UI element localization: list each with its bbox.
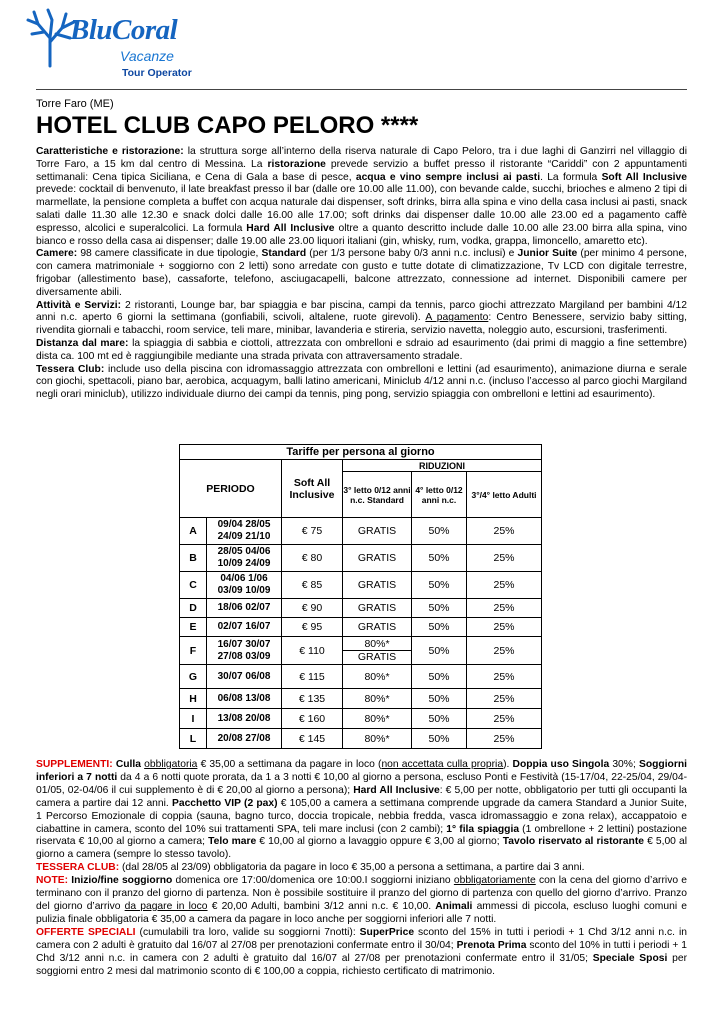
supplementi-heading: SUPPLEMENTI: <box>36 759 113 770</box>
cell-text: 80%* <box>364 692 390 705</box>
cell-text: 10/09 24/09 <box>217 558 271 569</box>
section-heading: Caratteristiche e ristorazione: <box>36 146 184 157</box>
reduction-4-letto: 50% <box>412 729 467 749</box>
cell-text: 09/04 28/05 <box>217 519 271 530</box>
reduction-adulti: 25% <box>467 545 542 572</box>
table-row <box>180 637 542 665</box>
cell-text: 24/09 21/10 <box>217 531 271 542</box>
table-row <box>180 618 542 637</box>
reduction-adulti: 25% <box>467 618 542 637</box>
period-dates <box>207 599 282 618</box>
period-dates <box>207 729 282 749</box>
period-dates <box>207 545 282 572</box>
cell-text: 03/09 10/09 <box>217 585 271 596</box>
table-row <box>180 518 542 545</box>
col-periodo: PERIODO <box>180 460 282 518</box>
cell-text: 16/07 30/07 <box>217 638 271 650</box>
cell-text: 30/07 06/08 <box>217 670 271 682</box>
reduction-3-letto <box>343 689 412 709</box>
cell-text: 13/08 20/08 <box>217 712 271 724</box>
cell-text: 18/06 02/07 <box>217 602 271 613</box>
col-3-letto-standard: 3° letto 0/12 anni n.c. Standard <box>343 472 412 518</box>
period-code: B <box>180 545 207 572</box>
col-riduzioni: RIDUZIONI <box>343 460 542 472</box>
price-table <box>179 444 542 749</box>
period-code: C <box>180 572 207 599</box>
price-cell: € 95 <box>282 618 343 637</box>
col-soft-all-inclusive: Soft All Inclusive <box>282 460 343 518</box>
reduction-3-letto <box>343 637 412 665</box>
table-row <box>180 572 542 599</box>
table-body <box>180 518 542 749</box>
header-divider <box>36 89 687 90</box>
period-code: F <box>180 637 207 665</box>
reduction-3-letto <box>343 545 412 572</box>
offerte-heading: OFFERTE SPECIALI <box>36 926 136 938</box>
table-row <box>180 665 542 689</box>
period-dates <box>207 618 282 637</box>
period-code: G <box>180 665 207 689</box>
period-code: E <box>180 618 207 637</box>
cell-text: 06/08 13/08 <box>217 692 271 704</box>
note-heading: NOTE: <box>36 875 69 887</box>
cell-text: GRATIS <box>357 525 397 537</box>
cell-text: GRATIS <box>357 621 397 633</box>
reduction-4-letto: 50% <box>412 518 467 545</box>
reduction-3-letto <box>343 618 412 637</box>
price-cell: € 80 <box>282 545 343 572</box>
period-code: A <box>180 518 207 545</box>
reduction-adulti: 25% <box>467 729 542 749</box>
price-cell: € 85 <box>282 572 343 599</box>
offerte-speciali: OFFERTE SPECIALI (cumulabili tra loro, valide su soggiorni 7notti): SuperPrice sconto del 15% in tutti i periodi + 1 Chd 3/12 anni n.c. in camera con 2 adulti è gratuito dal 16/07 al 27/08 per prenotazioni confermate entro il 30/04; Prenota Prima sconto del 10% in tutti i periodi + 1 Chd 3/12 anni n.c. in camera con 2 adulti è gratuito dal 16/07 al 27/08 per prenotazioni confermate entro il 31/05; Speciale Sposi per soggiorni entro 2 mesi dal matrimonio sconto di € 100,00 a coppia, richiesto certificato di matrimonio. <box>36 926 688 977</box>
cell-text: 80%* <box>343 638 411 651</box>
col-adulti: 3°/4° letto Adulti <box>467 472 542 518</box>
cell-text: 80%* <box>364 732 390 745</box>
table-row <box>180 545 542 572</box>
reduction-4-letto: 50% <box>412 599 467 618</box>
section-distanza: Distanza dal mare: la spiaggia di sabbia e ciottoli, attrezzata con ombrelloni e sdraio ad esaurimento (dai primi di maggio a fine settembre) dista ca. 100 mt ed è raggiungibile mediante una strada privata con attraversamento stradale. <box>36 337 687 362</box>
section-heading: Distanza dal mare: <box>36 337 129 349</box>
period-code: D <box>180 599 207 618</box>
period-dates <box>207 709 282 729</box>
brand-logo <box>26 6 196 82</box>
note: NOTE: Inizio/fine soggiorno domenica ore 17:00/domenica ore 10:00.I soggiorni iniziano obbligatoriamente con la cena del giorno d’arrivo e terminano con il pranzo del giorno di partenza. Non è possibile sostituire il pranzo del giorno di partenza con quello del giorno d’arrivo. Pranzo del giorno d’arrivo da pagare in loco € 20,00 Adulti, bambini 3/12 anni n.c. € 10,00. Animali ammessi di piccola, escluso luoghi comuni e pulizia finale obbligatoria € 35,00 a camera da pagare in loco anche per soggiorni inferiori alle 7 notti. <box>36 875 688 925</box>
reduction-3-letto <box>343 729 412 749</box>
supplementi: SUPPLEMENTI: Culla obbligatoria € 35,00 a settimana da pagare in loco (non accettata culla propria). Doppia uso Singola 30%; Soggiorni inferiori a 7 notti da 4 a 6 notti quote prorata, da 1 a 3 notti € 10,00 al giorno a persona, escluso Ponti e Festività (15-17/04, 22-25/04, 29/04-01/05, 02-04/06 il cui supplemento è di € 20,00 al giorno a persona); Hard All Inclusive: € 5,00 per notte, obbligatorio per tutti gli occupanti la camera a partire dai 12 anni. Pacchetto VIP (2 pax) € 105,00 a camera a settimana comprende upgrade da camera Standard a Junior Suite, 1 Percorso Emozionale di coppia (sauna, bagno turco, doccia tropicale, nebbia fredda, vasca idromassaggio e zona relax), accappatoio e ciabattine in camera, sconto del 10% sui trattamenti SPA, teli mare inclusi (con 2 cambi); 1° fila spiaggia (1 ombrellone + 2 lettini) postazione riservata € 10,00 al giorno a camera; Telo mare € 10,00 al giorno a lavaggio oppure € 3,00 al giorno; Tavolo riservato al ristorante € 5,00 al giorno a camera (sempre lo stesso tavolo). <box>36 759 688 861</box>
reduction-adulti: 25% <box>467 689 542 709</box>
reduction-3-letto <box>343 518 412 545</box>
period-code: H <box>180 689 207 709</box>
conditions <box>36 759 687 978</box>
price-cell: € 75 <box>282 518 343 545</box>
price-cell: € 145 <box>282 729 343 749</box>
period-dates <box>207 637 282 665</box>
section-ristorazione: Caratteristiche e ristorazione: la struttura sorge all’interno della riserva naturale di Capo Peloro, tra i due laghi di Ganzirri nel villaggio di Torre Faro, a 15 km dal centro di Messina. La ristorazione prevede servizio a buffet presso il ristorante “Cariddi” con 2 appuntamenti settimanali: Cena tipica Siciliana, e Cena di Gala a base di pesce, acqua e vino sempre inclusi ai pasti. La formula Soft All Inclusive prevede: cocktail di benvenuto, il late breakfast presso il bar (dalle ore 10.00 alle 11.00), con bevande calde, succhi, brioches e almeno 2 tipi di marmellate, la pensione completa a buffet con acqua naturale dai dispenser, soft drinks, birra alla spina e vino della casa inclusi ai pasti, snack salati dalle 11.30 alle 12.30 e snack dolci dalle 16.00 alle 17.00; soft drinks dai dispenser dalle 10.00 alle 23.00 ed a pagamento caffè espresso, alcolici e superalcolici. La formula Hard All Inclusive oltre a quanto descritto include dalle 10.00 alle 23.00 birra alla spina, vino bianco e rosso della casa ai dispenser; dalle 19.00 alle 23.00 liquori italiani (gin, whisky, rum, vodka, grappa, limoncello, amaretto etc). <box>36 146 687 247</box>
reduction-3-letto <box>343 599 412 618</box>
reduction-3-letto <box>343 572 412 599</box>
reduction-4-letto: 50% <box>412 709 467 729</box>
location: Torre Faro (ME) <box>36 98 114 110</box>
cell-text: 80%* <box>364 712 390 725</box>
brand-sub: Vacanze <box>120 48 174 64</box>
cell-text: 28/05 04/06 <box>217 546 271 557</box>
cell-text: GRATIS <box>357 579 397 591</box>
period-code: L <box>180 729 207 749</box>
reduction-adulti: 25% <box>467 599 542 618</box>
reduction-4-letto: 50% <box>412 572 467 599</box>
col-4-letto: 4° letto 0/12 anni n.c. <box>412 472 467 518</box>
tessera-heading: TESSERA CLUB: <box>36 862 120 874</box>
price-cell: € 160 <box>282 709 343 729</box>
table-row <box>180 689 542 709</box>
brand-name: BluCoral <box>70 14 178 46</box>
cell-text: GRATIS <box>357 602 397 614</box>
reduction-4-letto: 50% <box>412 618 467 637</box>
price-cell: € 110 <box>282 637 343 665</box>
cell-text: 02/07 16/07 <box>217 621 271 632</box>
period-code: I <box>180 709 207 729</box>
period-dates <box>207 518 282 545</box>
reduction-4-letto: 50% <box>412 637 467 665</box>
tessera-club: TESSERA CLUB: (dal 28/05 al 23/09) obbligatoria da pagare in loco € 35,00 a persona a settimana, a partire dai 3 anni. <box>36 862 585 874</box>
reduction-4-letto: 50% <box>412 545 467 572</box>
section-heading: Attività e Servizi: <box>36 299 122 311</box>
reduction-adulti: 25% <box>467 572 542 599</box>
section-attivita: Attività e Servizi: 2 ristoranti, Lounge bar, bar spiaggia e bar piscina, campi da tennis, parco giochi attrezzato Margiland per bambini 4/12 anni n.c. aperto 6 giorni la settimana (gonfiabili, scivoli, altalene, ruote girevoli). A pagamento: Centro Benessere, servizio baby sitting, rivendita giornali e tabacchi, room service, teli mare, minibar, lavanderia e stireria, servizio navetta, noleggio auto, escursioni, trasferimenti. <box>36 299 687 337</box>
price-cell: € 115 <box>282 665 343 689</box>
reduction-adulti: 25% <box>467 518 542 545</box>
section-heading: Camere: <box>36 248 78 260</box>
cell-text: 20/08 27/08 <box>217 732 271 744</box>
table-header-row <box>180 460 542 472</box>
table-title-row <box>180 445 542 460</box>
table-row <box>180 709 542 729</box>
cell-text: 04/06 1/06 <box>220 573 268 584</box>
cell-text: 80%* <box>364 670 390 683</box>
table-row <box>180 599 542 618</box>
cell-text: 27/08 03/09 <box>217 650 271 662</box>
section-heading: Tessera Club: <box>36 363 105 375</box>
price-cell: € 90 <box>282 599 343 618</box>
period-dates <box>207 689 282 709</box>
cell-text: GRATIS <box>357 651 397 663</box>
price-cell: € 135 <box>282 689 343 709</box>
reduction-3-letto <box>343 665 412 689</box>
reduction-adulti: 25% <box>467 637 542 665</box>
period-dates <box>207 665 282 689</box>
reduction-adulti: 25% <box>467 665 542 689</box>
reduction-3-letto <box>343 709 412 729</box>
table-title: Tariffe per persona al giorno <box>180 445 542 460</box>
brand-operator: Tour Operator <box>122 67 192 79</box>
reduction-adulti: 25% <box>467 709 542 729</box>
section-tessera: Tessera Club: include uso della piscina con idromassaggio attrezzata con ombrelloni e lettini (ad esaurimento), animazione diurna e serale con giochi, spettacoli, piano bar, aerobica, acquagym, balli latino americani, Miniclub 4/12 anni n.c. (incluso l’accesso al parco giochi Margiland negli orari miniclub), utilizzo individuale diurno dei campi da tennis, ping pong, servizio spiaggia con ombrelloni e lettini ad esaurimento). <box>36 363 687 401</box>
period-dates <box>207 572 282 599</box>
cell-text: GRATIS <box>357 552 397 564</box>
section-camere: Camere: 98 camere classificate in due tipologie, Standard (per 1/3 persone baby 0/3 anni n.c. inclusi) e Junior Suite (per minimo 4 persone, con camera matrimoniale + soggiorno con 2 letti) sono arredate con gusto e tutte dotate di climatizzazione, Tv LCD con digitale terrestre, frigobar (allestimento base), cassaforte, telefono, asciugacapelli, balcone attrezzato, connessione ad internet. Disponibili camere per diversamente abili. <box>36 248 687 298</box>
reduction-4-letto: 50% <box>412 665 467 689</box>
reduction-4-letto: 50% <box>412 689 467 709</box>
page-title: HOTEL CLUB CAPO PELORO **** <box>36 112 419 139</box>
hotel-description <box>36 146 687 402</box>
table-row <box>180 729 542 749</box>
